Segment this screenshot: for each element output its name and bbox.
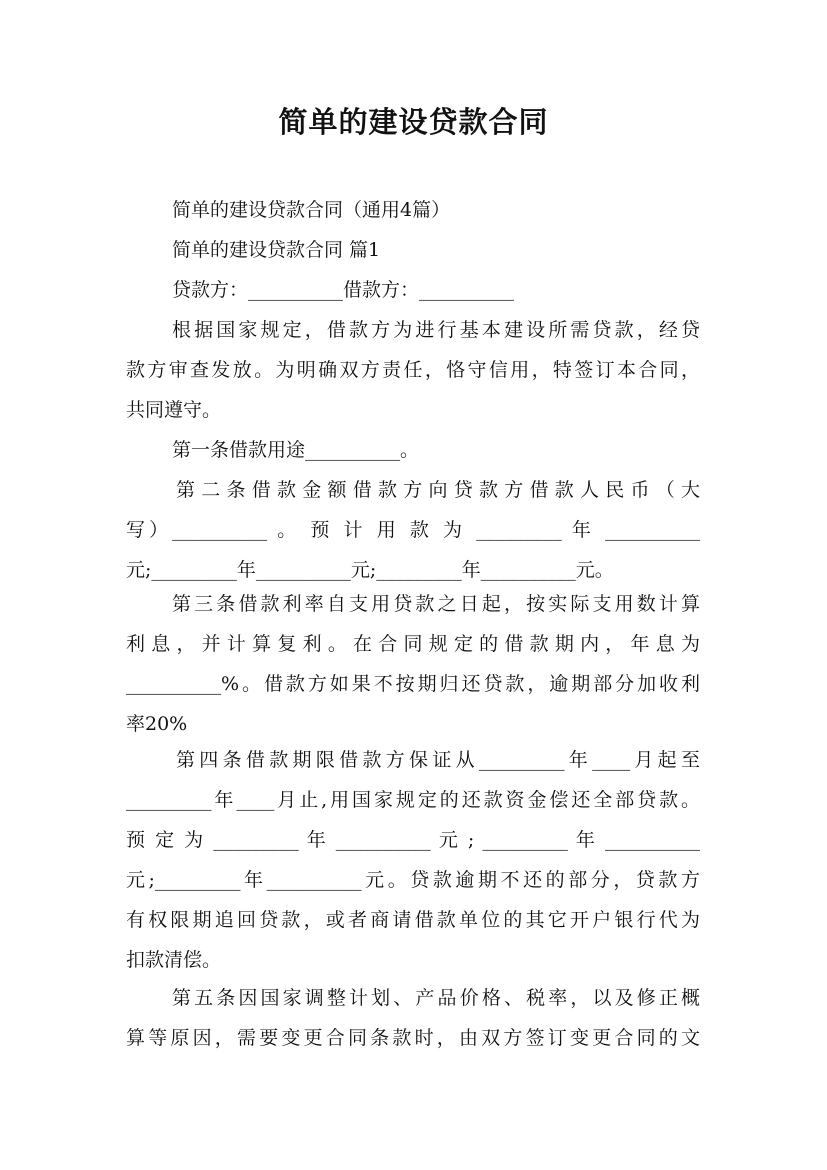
- clause-2-line: 元;_________年__________元;_________年__________元。: [126, 559, 614, 581]
- clause-4-line: 有权限期追回贷款，或者商请借款单位的其它开户银行代为: [126, 909, 700, 931]
- section-heading: 简单的建设贷款合同 篇1: [172, 239, 381, 261]
- clause-3-line: 率20%: [126, 713, 188, 735]
- subtitle-line: 简单的建设贷款合同（通用4篇）: [172, 199, 451, 221]
- clause-2-line: 写）__________ 。 预 计 用 款 为 _________ 年 __________: [126, 519, 700, 541]
- clause-4-line: 第四条借款期限借款方保证从_________年____月起至: [176, 749, 700, 771]
- clause-3-line: 第三条借款利率自支用贷款之日起，按实际支用数计算: [172, 593, 700, 615]
- clause-4-line: _________年____月止,用国家规定的还款资金偿还全部贷款。: [126, 789, 700, 811]
- paragraph-line: 根据国家规定，借款方为进行基本建设所需贷款，经贷: [172, 319, 700, 341]
- paragraph-line: 款方审查发放。为明确双方责任，恪守信用，特签订本合同，: [126, 359, 700, 381]
- parties-line: 贷款方：__________借款方：__________: [172, 279, 515, 301]
- document-title: 简单的建设贷款合同: [278, 105, 549, 139]
- clause-4-line: 扣款清偿。: [126, 949, 222, 971]
- clause-3-line: 利息，并计算复利。在合同规定的借款期内，年息为: [126, 633, 700, 655]
- paragraph-line: 共同遵守。: [126, 399, 222, 421]
- clause-1-line: 第一条借款用途__________。: [172, 439, 420, 461]
- clause-3-line: __________%。借款方如果不按期归还贷款，逾期部分加收利: [126, 673, 700, 695]
- clause-5-line: 第五条因国家调整计划、产品价格、税率，以及修正概: [172, 987, 700, 1009]
- clause-2-line: 第二条借款金额借款方向贷款方借款人民币（大: [176, 479, 700, 501]
- clause-4-line: 预 定 为 _________ 年 __________ 元 ; _________ 年 __________: [126, 829, 700, 851]
- clause-5-line: 算等原因，需要变更合同条款时，由双方签订变更合同的文: [126, 1027, 700, 1049]
- clause-4-line: 元;_________年__________元。贷款逾期不还的部分，贷款方: [126, 869, 700, 891]
